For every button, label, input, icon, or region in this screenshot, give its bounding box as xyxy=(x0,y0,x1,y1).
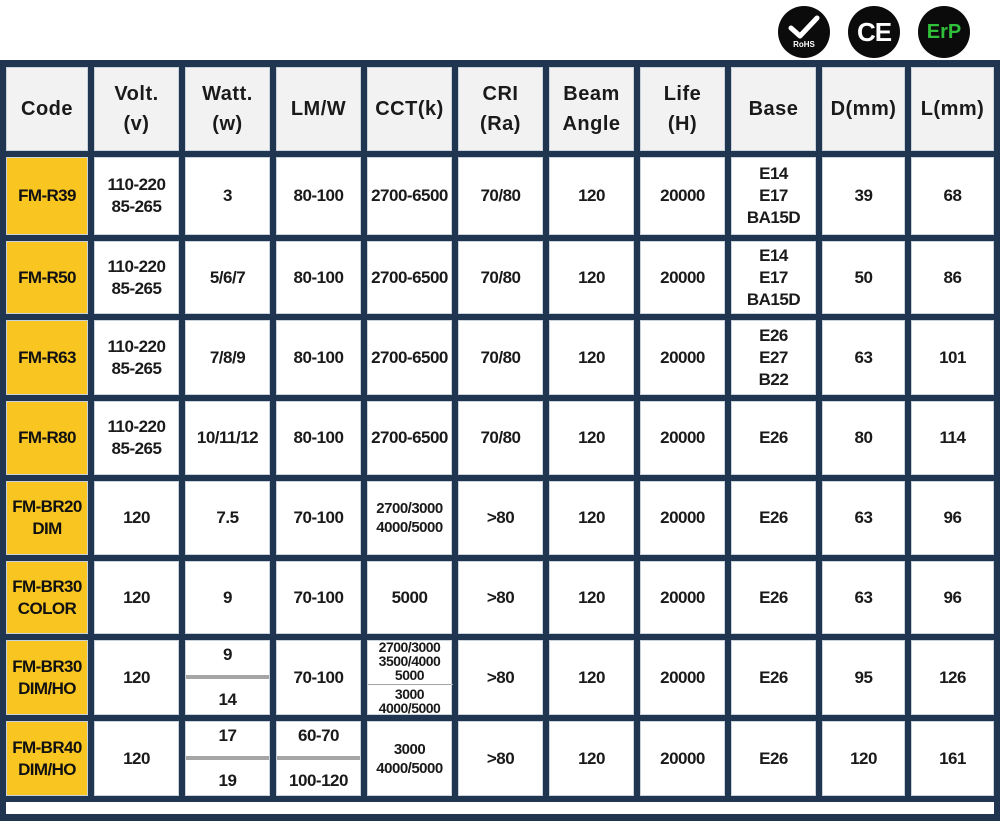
cell-cri xyxy=(455,718,546,799)
cell-cri xyxy=(455,154,546,238)
d-value: 120 xyxy=(850,748,877,768)
volt-value: 120 xyxy=(123,667,150,687)
cell-beam xyxy=(546,558,637,637)
base-value: BA15D xyxy=(746,208,801,227)
cct-value: 2700/3000 xyxy=(378,639,441,655)
beam-value: 120 xyxy=(578,186,605,205)
life-value: 20000 xyxy=(660,748,705,768)
cct-value: 2700-6500 xyxy=(371,347,448,367)
cell-cct xyxy=(364,478,455,558)
header-base-label: Base xyxy=(748,98,799,120)
cct-value: 4000/5000 xyxy=(376,519,443,536)
cell-volt xyxy=(91,718,182,799)
cell-code xyxy=(3,317,91,398)
cell-l xyxy=(908,317,997,398)
cell-cct xyxy=(364,637,455,718)
cell-volt xyxy=(91,478,182,558)
header-length-label: L(mm) xyxy=(920,98,985,120)
spec-table-grid xyxy=(3,64,997,799)
cri-value: >80 xyxy=(486,667,515,687)
header-volt xyxy=(91,64,182,154)
header-beam-label-2: Angle xyxy=(562,113,621,135)
volt-value: 85-265 xyxy=(111,358,162,378)
cell-volt xyxy=(91,637,182,718)
beam-value: 120 xyxy=(578,267,605,287)
cri-value: 70/80 xyxy=(480,267,521,287)
cell-cri xyxy=(455,238,546,317)
cell-code xyxy=(3,637,91,718)
lmw-value: 70-100 xyxy=(293,508,344,527)
cell-code xyxy=(3,154,91,238)
cell-code xyxy=(3,478,91,558)
cell-l xyxy=(908,398,997,478)
cell-volt xyxy=(91,558,182,637)
cell-d xyxy=(819,398,908,478)
volt-value: 85-265 xyxy=(111,278,162,298)
life-value: 20000 xyxy=(660,428,705,447)
cell-cct xyxy=(364,558,455,637)
l-value: 126 xyxy=(939,667,966,687)
volt-value: 120 xyxy=(123,508,150,527)
cell-cct xyxy=(364,238,455,317)
header-volt-unit: (v) xyxy=(123,113,150,135)
header-code-label: Code xyxy=(21,98,73,120)
base-value: E17 xyxy=(759,186,788,205)
cell-life xyxy=(637,238,728,317)
d-value: 50 xyxy=(854,267,873,287)
cell-lmw xyxy=(273,718,364,799)
lmw-value: 80-100 xyxy=(293,186,344,205)
cell-code xyxy=(3,558,91,637)
l-value: 68 xyxy=(943,186,962,205)
cell-base xyxy=(728,558,819,637)
base-value: E26 xyxy=(759,667,788,687)
cct-value: 4000/5000 xyxy=(376,759,443,777)
cell-life xyxy=(637,478,728,558)
base-value: E26 xyxy=(759,748,788,768)
cell-l xyxy=(908,558,997,637)
cell-l xyxy=(908,478,997,558)
volt-value: 85-265 xyxy=(111,197,162,216)
cell-beam xyxy=(546,478,637,558)
base-value: B22 xyxy=(758,369,789,389)
l-value: 114 xyxy=(939,428,966,447)
volt-value: 120 xyxy=(123,587,150,607)
cct-value: 2700-6500 xyxy=(371,186,448,205)
lmw-value: 100-120 xyxy=(289,771,348,791)
header-life-unit: (H) xyxy=(667,113,698,135)
cell-watt xyxy=(182,558,273,637)
cell-watt xyxy=(182,478,273,558)
cell-life xyxy=(637,637,728,718)
lmw-value: 60-70 xyxy=(298,725,339,745)
code-value: DIM/HO xyxy=(18,759,76,779)
watt-value: 7.5 xyxy=(216,508,239,527)
cell-life xyxy=(637,558,728,637)
cct-value: 2700-6500 xyxy=(371,267,448,287)
watt-value: 19 xyxy=(218,771,237,791)
value-divider xyxy=(277,756,361,760)
code-value: FM-BR30 xyxy=(12,656,82,676)
volt-value: 120 xyxy=(123,748,150,768)
erp-label: ErP xyxy=(926,20,962,43)
lmw-value: 80-100 xyxy=(293,428,344,447)
ce-label: CE xyxy=(856,16,892,47)
volt-value: 110-220 xyxy=(107,175,166,194)
code-value: FM-BR30 xyxy=(12,576,82,596)
cri-value: 70/80 xyxy=(480,347,521,367)
cell-cri xyxy=(455,558,546,637)
cell-base xyxy=(728,637,819,718)
cell-lmw xyxy=(273,398,364,478)
header-cct xyxy=(364,64,455,154)
cell-d xyxy=(819,317,908,398)
cell-base xyxy=(728,317,819,398)
lmw-value: 70-100 xyxy=(293,667,344,687)
header-diameter-label: D(mm) xyxy=(830,98,897,120)
header-cct-label: CCT(k) xyxy=(375,98,444,120)
cell-watt xyxy=(182,154,273,238)
header-watt-label: Watt. xyxy=(202,83,253,105)
base-value: E26 xyxy=(759,325,788,345)
cell-volt xyxy=(91,398,182,478)
cell-volt xyxy=(91,317,182,398)
cell-l xyxy=(908,154,997,238)
cell-life xyxy=(637,317,728,398)
cell-cri xyxy=(455,398,546,478)
header-life xyxy=(637,64,728,154)
cri-value: >80 xyxy=(486,508,515,527)
base-value: E26 xyxy=(759,587,788,607)
code-value: DIM/HO xyxy=(18,678,76,698)
cell-cct xyxy=(364,317,455,398)
cell-volt xyxy=(91,238,182,317)
cell-lmw xyxy=(273,558,364,637)
cell-beam xyxy=(546,154,637,238)
volt-value: 85-265 xyxy=(111,439,162,458)
header-diameter xyxy=(819,64,908,154)
cell-lmw xyxy=(273,317,364,398)
spec-table xyxy=(0,60,1000,821)
cell-cri xyxy=(455,478,546,558)
l-value: 161 xyxy=(939,748,966,768)
beam-value: 120 xyxy=(578,508,605,527)
cell-watt xyxy=(182,238,273,317)
code-value: FM-R63 xyxy=(18,347,76,367)
cell-d xyxy=(819,718,908,799)
cell-l xyxy=(908,718,997,799)
beam-value: 120 xyxy=(578,667,605,687)
cell-watt xyxy=(182,317,273,398)
cell-base xyxy=(728,478,819,558)
cell-base xyxy=(728,398,819,478)
cct-value: 3000 xyxy=(394,686,425,702)
life-value: 20000 xyxy=(660,186,705,205)
base-value: E14 xyxy=(759,245,788,265)
checkmark-icon xyxy=(788,15,820,39)
cell-base xyxy=(728,238,819,317)
code-value: FM-R80 xyxy=(18,428,76,447)
beam-value: 120 xyxy=(578,748,605,768)
cct-value: 3500/4000 xyxy=(378,653,441,669)
life-value: 20000 xyxy=(660,587,705,607)
cell-cct xyxy=(364,154,455,238)
cell-l xyxy=(908,238,997,317)
d-value: 39 xyxy=(854,186,873,205)
base-value: E26 xyxy=(759,428,788,447)
cell-watt xyxy=(182,398,273,478)
cell-cct xyxy=(364,398,455,478)
lmw-value: 80-100 xyxy=(293,347,344,367)
volt-value: 110-220 xyxy=(107,256,166,276)
cell-lmw xyxy=(273,238,364,317)
rohs-label: RoHS xyxy=(793,40,815,49)
l-value: 101 xyxy=(939,347,966,367)
volt-value: 110-220 xyxy=(107,417,166,436)
cell-cri xyxy=(455,637,546,718)
cell-life xyxy=(637,154,728,238)
lmw-value: 70-100 xyxy=(293,587,344,607)
watt-value: 9 xyxy=(223,587,232,607)
cct-value: 5000 xyxy=(391,587,428,607)
header-base xyxy=(728,64,819,154)
cell-life xyxy=(637,718,728,799)
cell-cri xyxy=(455,317,546,398)
cell-lmw xyxy=(273,478,364,558)
d-value: 63 xyxy=(854,508,873,527)
value-divider xyxy=(186,675,270,679)
cell-d xyxy=(819,478,908,558)
cell-code xyxy=(3,718,91,799)
cell-beam xyxy=(546,317,637,398)
header-cri-label: CRI xyxy=(482,83,519,105)
cell-d xyxy=(819,558,908,637)
watt-value: 17 xyxy=(218,725,237,745)
header-volt-label: Volt. xyxy=(114,83,159,105)
header-length xyxy=(908,64,997,154)
d-value: 63 xyxy=(854,347,873,367)
base-value: E14 xyxy=(759,164,788,183)
cri-value: 70/80 xyxy=(480,428,521,447)
cell-lmw xyxy=(273,637,364,718)
cell-beam xyxy=(546,718,637,799)
cct-value: 4000/5000 xyxy=(378,700,441,716)
code-value: FM-R50 xyxy=(18,267,76,287)
cct-value: 5000 xyxy=(394,667,425,683)
cell-beam xyxy=(546,637,637,718)
cct-value: 2700-6500 xyxy=(371,428,448,447)
volt-value: 110-220 xyxy=(107,336,166,356)
cell-code xyxy=(3,238,91,317)
cell-code xyxy=(3,398,91,478)
life-value: 20000 xyxy=(660,508,705,527)
life-value: 20000 xyxy=(660,267,705,287)
code-value: FM-BR20 xyxy=(12,497,82,516)
base-value: E27 xyxy=(759,347,788,367)
cell-l xyxy=(908,637,997,718)
base-value: BA15D xyxy=(746,289,801,309)
header-cri-unit: (Ra) xyxy=(480,113,521,135)
cct-value: 2700/3000 xyxy=(376,500,443,517)
watt-value: 10/11/12 xyxy=(196,428,259,447)
l-value: 96 xyxy=(943,508,962,527)
certification-badges xyxy=(778,6,1000,58)
cell-d xyxy=(819,637,908,718)
cell-cct xyxy=(364,718,455,799)
cell-base xyxy=(728,718,819,799)
header-code xyxy=(3,64,91,154)
beam-value: 120 xyxy=(578,587,605,607)
watt-value: 5/6/7 xyxy=(209,267,246,287)
watt-value: 14 xyxy=(218,690,237,710)
cri-value: 70/80 xyxy=(480,186,521,205)
value-divider xyxy=(367,684,453,685)
header-beam-label: Beam xyxy=(563,83,620,105)
life-value: 20000 xyxy=(660,667,705,687)
cell-d xyxy=(819,154,908,238)
l-value: 96 xyxy=(943,587,962,607)
base-value: E17 xyxy=(759,267,788,287)
cell-beam xyxy=(546,238,637,317)
cell-d xyxy=(819,238,908,317)
ce-badge-icon xyxy=(848,6,900,58)
cell-beam xyxy=(546,398,637,478)
code-value: FM-R39 xyxy=(18,186,76,205)
code-value: DIM xyxy=(32,519,62,538)
header-lmw-label: LM/W xyxy=(290,98,347,120)
cell-watt xyxy=(182,637,273,718)
code-value: FM-BR40 xyxy=(12,737,82,757)
beam-value: 120 xyxy=(578,428,605,447)
watt-value: 7/8/9 xyxy=(209,347,246,367)
header-lmw xyxy=(273,64,364,154)
header-watt xyxy=(182,64,273,154)
cell-watt xyxy=(182,718,273,799)
header-cri xyxy=(455,64,546,154)
rohs-badge-icon xyxy=(778,6,830,58)
cell-lmw xyxy=(273,154,364,238)
cell-life xyxy=(637,398,728,478)
erp-badge-icon xyxy=(918,6,970,58)
lmw-value: 80-100 xyxy=(293,267,344,287)
table-footer-band xyxy=(3,799,997,817)
code-value: COLOR xyxy=(17,598,77,618)
watt-value: 3 xyxy=(223,186,232,205)
d-value: 95 xyxy=(854,667,873,687)
beam-value: 120 xyxy=(578,347,605,367)
watt-value: 9 xyxy=(223,644,232,664)
cri-value: >80 xyxy=(486,748,515,768)
base-value: E26 xyxy=(759,508,788,527)
header-beam xyxy=(546,64,637,154)
l-value: 86 xyxy=(943,267,962,287)
d-value: 80 xyxy=(854,428,873,447)
cell-base xyxy=(728,154,819,238)
cct-value: 3000 xyxy=(393,740,426,758)
life-value: 20000 xyxy=(660,347,705,367)
value-divider xyxy=(186,756,270,760)
cell-volt xyxy=(91,154,182,238)
header-watt-unit: (w) xyxy=(212,113,243,135)
header-life-label: Life xyxy=(663,83,702,105)
cri-value: >80 xyxy=(486,587,515,607)
d-value: 63 xyxy=(854,587,873,607)
